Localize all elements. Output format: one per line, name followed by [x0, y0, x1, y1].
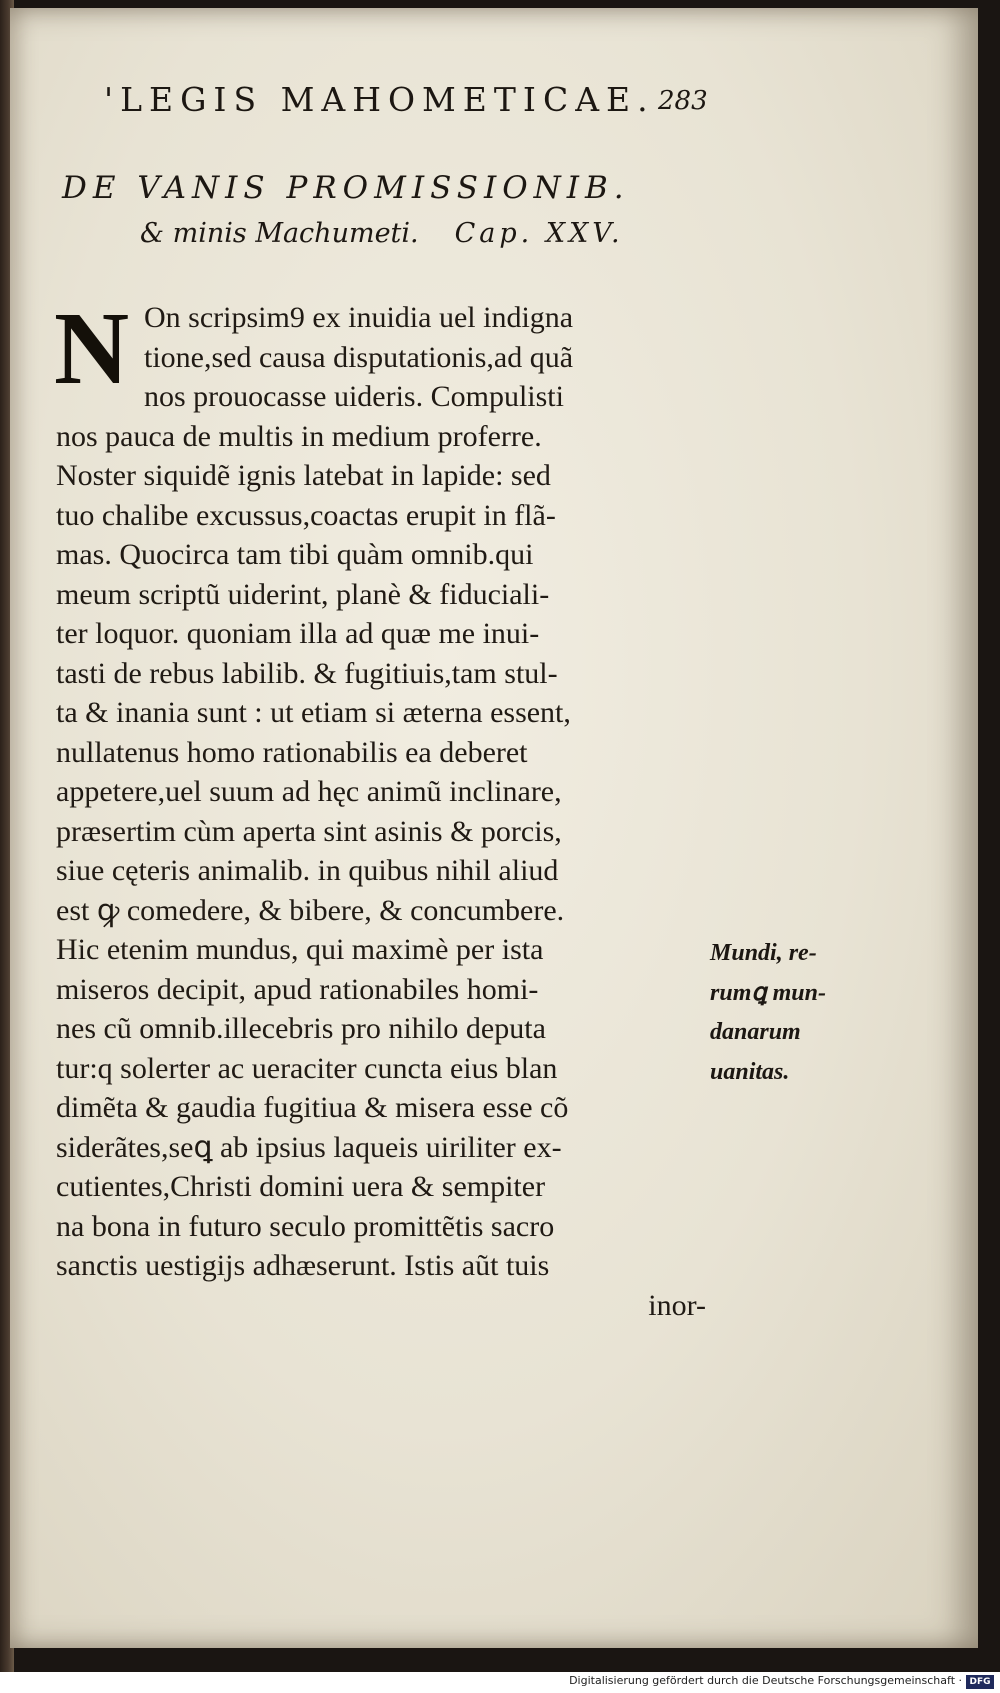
text-line: nos prouocasse uideris. Compulisti: [144, 380, 564, 413]
text-line: appetere,uel suum ad hęc animũ inclinare,: [56, 775, 562, 808]
text-line: sanctis uestigijs adhæserunt. Istis aũt tuis: [56, 1249, 550, 1282]
text-line: ta & inania sunt : ut etiam si æterna essent,: [56, 696, 571, 729]
catchword: inor-: [648, 1288, 706, 1322]
text-line: ter loquor. quoniam illa ad quæ me inui-: [56, 617, 540, 650]
chapter-title: DE VANIS PROMISSIONIB.: [62, 170, 630, 206]
margin-note-line: uanitas.: [710, 1058, 790, 1085]
footer-credit: Digitalisierung gefördert durch die Deutsche Forschungsgemeinschaft ·: [569, 1674, 962, 1687]
margin-note-line: danarum: [710, 1019, 801, 1045]
text-line: tur:q solerter ac ueraciter cuncta eius blan: [56, 1051, 558, 1085]
dfg-logo: DFG: [966, 1675, 994, 1689]
margin-note-line: Mundi, re-: [710, 940, 817, 966]
book-page: [10, 8, 978, 1648]
text-line: tuo chalibe excussus,coactas erupit in flã-: [56, 498, 556, 532]
text-line: est ꝙ comedere, & bibere, & concumbere.: [56, 893, 565, 927]
text-line: nes cũ omnib.illecebris pro nihilo deputa: [56, 1012, 546, 1045]
text-line: tione,sed causa disputationis,ad quã: [144, 340, 574, 374]
page-number: 283: [658, 86, 708, 116]
text-line: mas. Quocirca tam tibi quàm omnib.qui: [56, 538, 534, 571]
text-line: siue cęteris animalib. in quibus nihil aliud: [56, 854, 559, 887]
footer-bar: [0, 1672, 1000, 1693]
margin-note-line: rumꝗ mun-: [710, 979, 826, 1006]
running-head: 'LEGIS MAHOMETICAE.: [104, 80, 655, 119]
text-line: miseros decipit, apud rationabiles homi-: [56, 972, 539, 1006]
text-line: Hic etenim mundus, qui maximè per ista: [56, 933, 544, 966]
text-line: nos pauca de multis in medium proferre.: [56, 419, 542, 453]
drop-capital: N: [54, 291, 130, 406]
text-line: Noster siquidẽ ignis latebat in lapide: sed: [56, 459, 551, 492]
text-line: tasti de rebus labilib. & fugitiuis,tam stul-: [56, 656, 558, 690]
text-line: præsertim cùm aperta sint asinis & porcis,: [56, 814, 562, 848]
text-line: On scripsim9 ex inuidia uel indigna: [144, 301, 574, 334]
body-text: [54, 291, 706, 1325]
chapter-subtitle: & minis Machumeti.: [140, 218, 419, 249]
text-line: meum scriptũ uiderint, planè & fiduciali-: [56, 577, 550, 611]
chapter-subtitle-line: [140, 218, 700, 249]
chapter-number: Cap. XXV.: [454, 218, 624, 249]
marginal-note: [710, 934, 860, 1092]
text-line: siderãtes,seꝗ ab ipsius laqueis uiriliter ex-: [56, 1130, 562, 1164]
text-line: nullatenus homo rationabilis ea deberet: [56, 735, 528, 769]
text-line: dimẽta & gaudia fugitiua & misera esse cõ: [56, 1091, 569, 1124]
text-line: cutientes,Christi domini uera & sempiter: [56, 1170, 546, 1203]
text-line: na bona in futuro seculo promittẽtis sacro: [56, 1209, 555, 1243]
